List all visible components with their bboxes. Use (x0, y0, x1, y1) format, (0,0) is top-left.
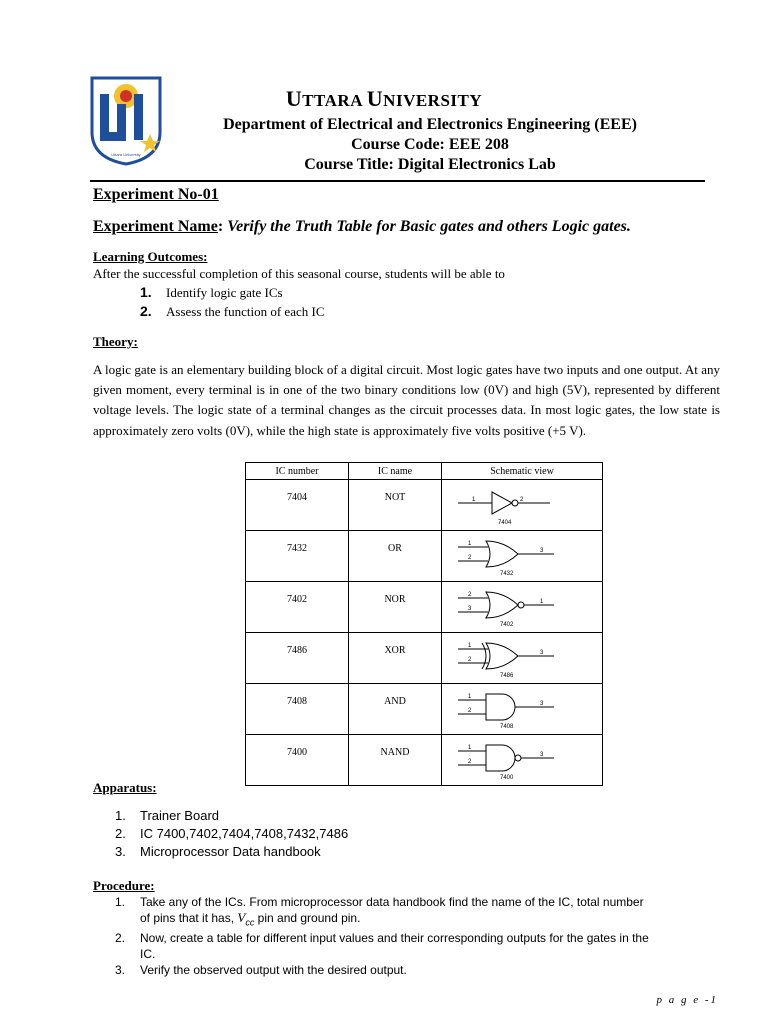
schematic-cell (442, 735, 603, 786)
ic-label: 7432 (500, 571, 514, 577)
xor-arc (482, 643, 486, 669)
inversion-bubble (512, 500, 518, 506)
learning-item: 1. Identify logic gate ICs (140, 284, 283, 300)
procedure-heading: Procedure: (93, 878, 155, 893)
ic-label: 7400 (500, 775, 514, 781)
table-row (246, 735, 603, 786)
ic-name-cell: NAND (349, 735, 442, 786)
pin-label: 1 (468, 541, 472, 547)
pin-label: 1 (468, 745, 472, 751)
pin-label: 1 (472, 497, 476, 503)
pin-label: 2 (468, 759, 472, 765)
experiment-name: Experiment Name: Verify the Truth Table for Basic gates and others Logic gates. (93, 218, 631, 235)
gate-body (486, 541, 518, 567)
gate-body (486, 592, 518, 618)
pin-label: 1 (468, 694, 472, 700)
pin-label: 2 (520, 497, 524, 503)
or-gate-symbol (442, 531, 602, 578)
theory-heading: Theory: (93, 334, 138, 349)
apparatus-heading: Apparatus: (93, 780, 157, 795)
gate-body (492, 492, 512, 514)
ic-label: 7408 (500, 724, 514, 730)
experiment-number: Experiment No-01 (93, 186, 219, 203)
nor-gate-symbol (442, 582, 602, 629)
apparatus-item: 3. Microprocessor Data handbook (115, 844, 321, 859)
page-number: p a g e -1 (656, 994, 718, 1006)
table-row (246, 633, 603, 684)
schematic-cell (442, 582, 603, 633)
pin-label: 2 (468, 708, 472, 714)
ic-table (245, 462, 603, 786)
pin-label: 3 (540, 650, 544, 656)
pin-label: 3 (540, 548, 544, 554)
ic-number-cell: 7404 (246, 480, 349, 531)
apparatus-item: 1. Trainer Board (115, 808, 219, 823)
ic-label: 7402 (500, 622, 514, 628)
table-header-row (246, 463, 603, 480)
table-row (246, 582, 603, 633)
nand-gate-symbol (442, 735, 602, 782)
schematic-cell (442, 531, 603, 582)
ic-number-cell: 7486 (246, 633, 349, 684)
column-header: IC name (349, 463, 442, 480)
ic-name-cell: NOT (349, 480, 442, 531)
ic-number-cell: 7402 (246, 582, 349, 633)
pin-label: 1 (468, 643, 472, 649)
procedure-step: 1. Take any of the ICs. From microprocessor data handbook find the name of the IC, total number of pins that it has, $V_{cc}$ pin and ground pin. (115, 895, 644, 928)
ic-label: 7404 (498, 520, 512, 526)
not-gate-symbol (442, 480, 602, 527)
table-row (246, 480, 603, 531)
inversion-bubble (515, 755, 521, 761)
department-name: Department of Electrical and Electronics Engineering (EEE) (223, 116, 637, 133)
course-code: Course Code: EEE 208 (351, 136, 509, 153)
schematic-cell (442, 633, 603, 684)
column-header: Schematic view (442, 463, 603, 480)
inversion-bubble (518, 602, 524, 608)
ic-number-cell: 7408 (246, 684, 349, 735)
pin-label: 2 (468, 592, 472, 598)
ic-number-cell: 7432 (246, 531, 349, 582)
ic-number-cell: 7400 (246, 735, 349, 786)
ic-name-cell: AND (349, 684, 442, 735)
learning-outcomes-heading: Learning Outcomes: (93, 249, 208, 264)
gate-body (486, 643, 518, 669)
gate-body (486, 694, 515, 720)
header-divider (90, 180, 705, 182)
pin-label: 3 (468, 606, 472, 612)
ic-name-cell: OR (349, 531, 442, 582)
schematic-cell (442, 684, 603, 735)
ic-name-cell: XOR (349, 633, 442, 684)
pin-label: 2 (468, 657, 472, 663)
pin-label: 1 (540, 599, 544, 605)
pin-label: 3 (540, 701, 544, 707)
logo-caption: Uttara University (111, 152, 141, 157)
and-gate-symbol (442, 684, 602, 731)
column-header: IC number (246, 463, 349, 480)
procedure-step: 2. Now, create a table for different input values and their corresponding outputs for the gates in the IC. (115, 931, 649, 961)
table-row (246, 684, 603, 735)
university-name: UTTARA UNIVERSITY (285, 86, 483, 111)
gate-body (486, 745, 515, 771)
ic-label: 7486 (500, 673, 514, 679)
learning-item: 2. Assess the function of each IC (140, 303, 325, 319)
ic-name-cell: NOR (349, 582, 442, 633)
schematic-cell (442, 480, 603, 531)
table-row (246, 531, 603, 582)
course-title: Course Title: Digital Electronics Lab (304, 156, 556, 173)
pin-label: 3 (540, 752, 544, 758)
theory-paragraph: A logic gate is an elementary building block of a digital circuit. Most logic gates have two inputs and one output. At any given moment, every terminal is in one of the two binary conditions low (0V) and high (5V), represented by different voltage levels. The logic state of a terminal changes as the circuit processes data. In most logic gates, the low state is approximately zero volts (0V), while the high state is approximately five volts positive (+5 V). (93, 362, 720, 438)
pin-label: 2 (468, 555, 472, 561)
procedure-step: 3. Verify the observed output with the desired output. (115, 963, 407, 977)
xor-gate-symbol (442, 633, 602, 680)
learning-intro: After the successful completion of this seasonal course, students will be able to (93, 266, 505, 281)
apparatus-item: 2. IC 7400,7402,7404,7408,7432,7486 (115, 826, 349, 841)
